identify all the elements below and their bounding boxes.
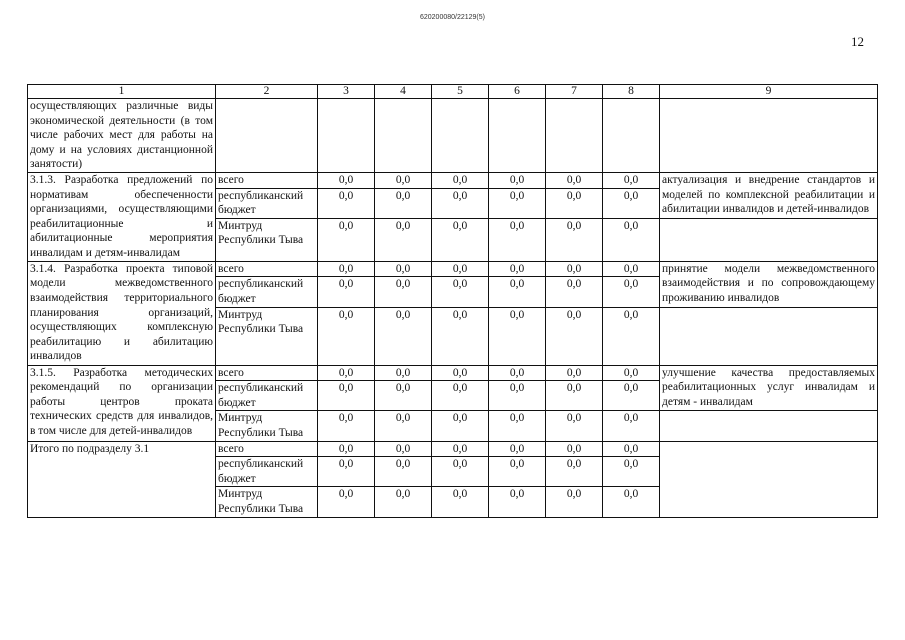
activity-cell: 3.1.5. Разработка методических рекомендаций по организации работы центров проката технических средств для инвалидов, в том числе для детей-инвалидов bbox=[28, 365, 216, 441]
funding-source-cell: республиканский бюджет bbox=[216, 277, 318, 307]
activity-cell: 3.1.4. Разработка проекта типовой модели межведомственного взаимодействия территориального планирования организаций, осуществляющих комплексную реабилитацию и абилитацию инвалидов bbox=[28, 261, 216, 365]
funding-source-cell: Минтруд Республики Тыва bbox=[216, 307, 318, 365]
value-cell: 0,0 bbox=[489, 381, 546, 411]
value-cell: 0,0 bbox=[603, 261, 660, 277]
value-cell: 0,0 bbox=[432, 277, 489, 307]
continuation-text: осуществляющих различные виды экономической деятельности (в том числе рабочих мест для работы на дому и на условиях дистанционной занятости) bbox=[28, 99, 216, 173]
value-cell: 0,0 bbox=[603, 218, 660, 261]
value-cell: 0,0 bbox=[432, 441, 489, 457]
value-cell: 0,0 bbox=[375, 277, 432, 307]
empty-cell bbox=[546, 99, 603, 173]
table-row bbox=[28, 365, 878, 381]
value-cell: 0,0 bbox=[432, 218, 489, 261]
document-id: 620200080/22129(5) bbox=[419, 14, 485, 21]
program-table bbox=[27, 84, 878, 518]
column-header: 3 bbox=[318, 85, 375, 99]
value-cell: 0,0 bbox=[546, 218, 603, 261]
value-cell: 0,0 bbox=[432, 307, 489, 365]
value-cell: 0,0 bbox=[432, 487, 489, 517]
value-cell: 0,0 bbox=[432, 188, 489, 218]
value-cell: 0,0 bbox=[318, 441, 375, 457]
value-cell: 0,0 bbox=[546, 188, 603, 218]
value-cell: 0,0 bbox=[546, 487, 603, 517]
value-cell: 0,0 bbox=[603, 173, 660, 189]
value-cell: 0,0 bbox=[432, 365, 489, 381]
value-cell: 0,0 bbox=[375, 307, 432, 365]
table-row bbox=[28, 173, 878, 189]
table-row bbox=[28, 441, 878, 457]
value-cell: 0,0 bbox=[603, 277, 660, 307]
column-header: 4 bbox=[375, 85, 432, 99]
empty-cell bbox=[318, 99, 375, 173]
value-cell: 0,0 bbox=[432, 261, 489, 277]
empty-cell bbox=[375, 99, 432, 173]
continuation-row bbox=[28, 99, 878, 173]
funding-source-cell: всего bbox=[216, 173, 318, 189]
value-cell: 0,0 bbox=[375, 457, 432, 487]
value-cell: 0,0 bbox=[603, 188, 660, 218]
value-cell: 0,0 bbox=[489, 457, 546, 487]
value-cell: 0,0 bbox=[489, 411, 546, 441]
column-header: 5 bbox=[432, 85, 489, 99]
value-cell: 0,0 bbox=[546, 365, 603, 381]
page-number: 12 bbox=[851, 34, 864, 49]
activity-groups bbox=[28, 173, 878, 518]
funding-source-cell: Минтруд Республики Тыва bbox=[216, 218, 318, 261]
funding-source-cell: республиканский бюджет bbox=[216, 381, 318, 411]
funding-source-cell: всего bbox=[216, 261, 318, 277]
expected-result-cell: улучшение качества предоставляемых реабилитационных услуг инвалидам и детям - инвалидам bbox=[660, 365, 878, 411]
value-cell: 0,0 bbox=[375, 218, 432, 261]
funding-source-cell: всего bbox=[216, 365, 318, 381]
value-cell: 0,0 bbox=[489, 261, 546, 277]
table-row bbox=[28, 261, 878, 277]
value-cell: 0,0 bbox=[603, 365, 660, 381]
value-cell: 0,0 bbox=[432, 381, 489, 411]
value-cell: 0,0 bbox=[489, 487, 546, 517]
value-cell: 0,0 bbox=[546, 173, 603, 189]
column-header: 8 bbox=[603, 85, 660, 99]
value-cell: 0,0 bbox=[603, 307, 660, 365]
empty-cell bbox=[432, 99, 489, 173]
value-cell: 0,0 bbox=[375, 365, 432, 381]
value-cell: 0,0 bbox=[489, 307, 546, 365]
value-cell: 0,0 bbox=[318, 261, 375, 277]
value-cell: 0,0 bbox=[489, 173, 546, 189]
value-cell: 0,0 bbox=[432, 457, 489, 487]
value-cell: 0,0 bbox=[489, 365, 546, 381]
value-cell: 0,0 bbox=[432, 173, 489, 189]
value-cell: 0,0 bbox=[546, 261, 603, 277]
column-header: 7 bbox=[546, 85, 603, 99]
value-cell: 0,0 bbox=[375, 487, 432, 517]
value-cell: 0,0 bbox=[318, 457, 375, 487]
expected-result-cell: принятие модели межведомственного взаимодействия и по сопровождающему проживанию инвалидов bbox=[660, 261, 878, 307]
value-cell: 0,0 bbox=[489, 218, 546, 261]
header-row bbox=[28, 85, 878, 99]
value-cell: 0,0 bbox=[375, 173, 432, 189]
value-cell: 0,0 bbox=[603, 381, 660, 411]
empty-result-cell bbox=[660, 307, 878, 365]
expected-result-cell: актуализация и внедрение стандартов и моделей по комплексной реабилитации и абилитации инвалидов и детей-инвалидов bbox=[660, 173, 878, 219]
value-cell: 0,0 bbox=[318, 381, 375, 411]
value-cell: 0,0 bbox=[546, 441, 603, 457]
empty-result-cell bbox=[660, 441, 878, 517]
value-cell: 0,0 bbox=[318, 218, 375, 261]
funding-source-cell: Минтруд Республики Тыва bbox=[216, 411, 318, 441]
column-header: 2 bbox=[216, 85, 318, 99]
value-cell: 0,0 bbox=[489, 277, 546, 307]
value-cell: 0,0 bbox=[603, 411, 660, 441]
value-cell: 0,0 bbox=[546, 277, 603, 307]
value-cell: 0,0 bbox=[603, 457, 660, 487]
value-cell: 0,0 bbox=[375, 261, 432, 277]
value-cell: 0,0 bbox=[318, 307, 375, 365]
value-cell: 0,0 bbox=[603, 487, 660, 517]
value-cell: 0,0 bbox=[489, 188, 546, 218]
activity-cell: Итого по подразделу 3.1 bbox=[28, 441, 216, 517]
funding-source-cell: республиканский бюджет bbox=[216, 188, 318, 218]
value-cell: 0,0 bbox=[546, 381, 603, 411]
funding-source-cell: республиканский бюджет bbox=[216, 457, 318, 487]
value-cell: 0,0 bbox=[318, 411, 375, 441]
value-cell: 0,0 bbox=[546, 307, 603, 365]
value-cell: 0,0 bbox=[432, 411, 489, 441]
value-cell: 0,0 bbox=[318, 365, 375, 381]
funding-source-cell: всего bbox=[216, 441, 318, 457]
empty-cell bbox=[216, 99, 318, 173]
value-cell: 0,0 bbox=[489, 441, 546, 457]
value-cell: 0,0 bbox=[318, 188, 375, 218]
empty-cell bbox=[603, 99, 660, 173]
value-cell: 0,0 bbox=[375, 381, 432, 411]
column-header: 6 bbox=[489, 85, 546, 99]
value-cell: 0,0 bbox=[375, 188, 432, 218]
value-cell: 0,0 bbox=[318, 173, 375, 189]
value-cell: 0,0 bbox=[603, 441, 660, 457]
value-cell: 0,0 bbox=[546, 457, 603, 487]
value-cell: 0,0 bbox=[546, 411, 603, 441]
activity-cell: 3.1.3. Разработка предложений по нормативам обеспеченности организациями, осуществляющими реабилитационные и абилитационные мероприятия инвалидам и детям-инвалидам bbox=[28, 173, 216, 262]
funding-source-cell: Минтруд Республики Тыва bbox=[216, 487, 318, 517]
empty-cell bbox=[489, 99, 546, 173]
value-cell: 0,0 bbox=[375, 441, 432, 457]
value-cell: 0,0 bbox=[318, 277, 375, 307]
empty-cell bbox=[660, 99, 878, 173]
value-cell: 0,0 bbox=[318, 487, 375, 517]
empty-result-cell bbox=[660, 411, 878, 441]
column-header: 9 bbox=[660, 85, 878, 99]
empty-result-cell bbox=[660, 218, 878, 261]
column-header: 1 bbox=[28, 85, 216, 99]
value-cell: 0,0 bbox=[375, 411, 432, 441]
